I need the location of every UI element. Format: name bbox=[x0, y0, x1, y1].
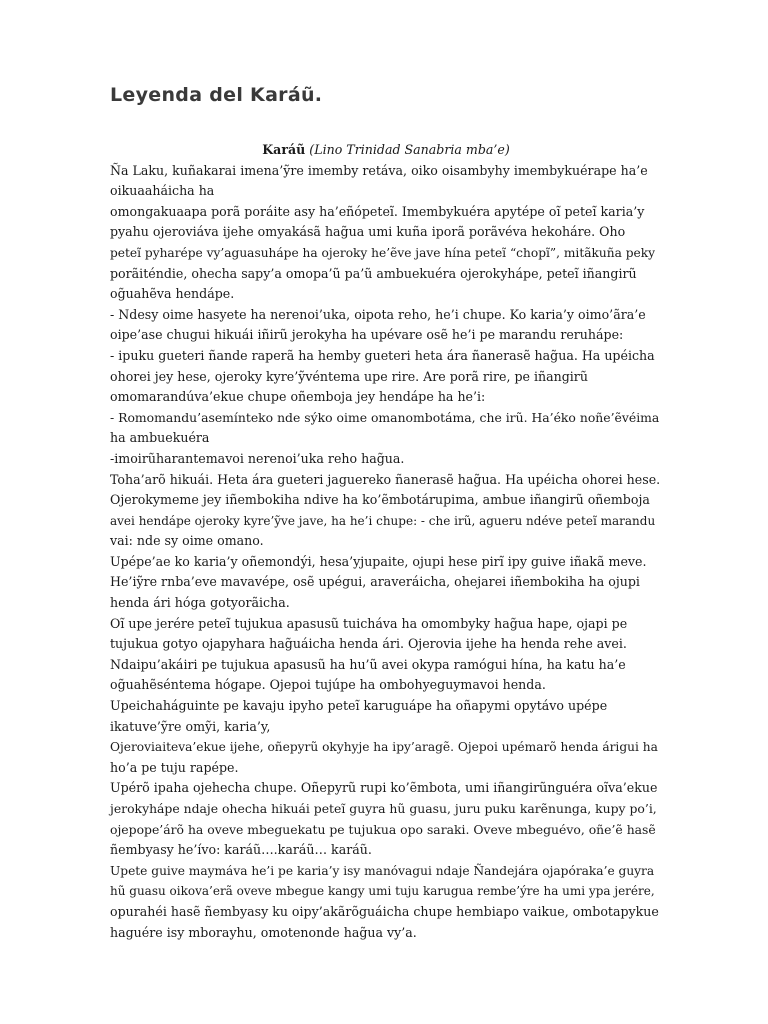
text-line: oikuaaháicha ha bbox=[110, 183, 215, 199]
story-author: (Lino Trinidad Sanabria mba’e) bbox=[309, 142, 510, 157]
text-line: - Romomandu’asemínteko nde sýko oime omanombotáma, che irũ. Ha’éko noñe’ẽvéima bbox=[110, 409, 660, 425]
text-line: Ojeroviaiteva’ekue ijehe, oñepyrũ okyhyje ha ipy’aragẽ. Ojepoi upémarõ henda árigui ha bbox=[110, 740, 658, 755]
text-line: omomarandúva’ekue chupe oñemboja jey hendápe ha he’i: bbox=[110, 389, 486, 405]
text-line: omongakuaapa porã poráite asy ha’eñópeteĩ. Imembykuéra apytépe oĩ peteĩ karia’y bbox=[110, 203, 645, 219]
text-line: Ndaipu’akáiri pe tujukua apasusũ ha hu’ũ avei okypa ramógui hína, ha katu ha’e bbox=[110, 656, 626, 672]
story-heading bbox=[110, 140, 662, 161]
text-line: peteĩ pyharépe vy’aguasuhápe ha ojeroky he’ẽve jave hína peteĩ “chopĩ”, mitãkuña peky bbox=[110, 245, 656, 260]
text-line: - Ndesy oime hasyete ha nerenoi’uka, oipota reho, he’i chupe. Ko karia’y oimo’ãra’e bbox=[110, 306, 646, 322]
text-line: Upérõ ipaha ojehecha chupe. Oñepyrũ rupi ko’ẽmbota, umi iñangirũnguéra oĩva’ekue bbox=[110, 780, 658, 796]
text-line: hũ guasu oikova’erã oveve mbegue kangy umi tuju karugua rembe’ýre ha umi ypa jerére, bbox=[110, 884, 655, 899]
text-line: Upete guive maymáva he’i pe karia’y isy manóvagui ndaje Ñandejára ojapóraka’e guyra bbox=[110, 863, 655, 878]
text-line: ikatuve’ỹre omỹi, karia’y, bbox=[110, 718, 271, 734]
page-title: Leyenda del Karáũ. bbox=[110, 84, 323, 106]
text-line: oipe’ase chugui hikuái iñirũ jerokyha ha upévare osẽ he’i pe marandu reruhápe: bbox=[110, 327, 624, 343]
text-line: He’iỹre rnba’eve mavavépe, osẽ upégui, araveráicha, ohejarei iñembokiha ha ojupi bbox=[110, 574, 640, 590]
text-line: og̃uahẽva hendápe. bbox=[110, 286, 235, 302]
text-line: pyahu ojeroviáva ijehe omyakásã hag̃ua umi kuña iporã porãvéva hekoháre. Oho bbox=[110, 224, 626, 240]
text-line: Upeichaháguinte pe kavaju ipyho peteĩ karuguápe ha oñapymi opytávo upépe bbox=[110, 698, 608, 714]
text-line: avei hendápe ojeroky kyre’ỹve jave, ha he’i chupe: - che irũ, agueru ndéve peteĩ marandu bbox=[110, 513, 656, 528]
text-line: ojepope’árõ ha oveve mbeguekatu pe tujukua opo saraki. Oveve mbeguévo, oñe’ẽ hasẽ bbox=[110, 821, 656, 837]
text-line: opurahéi hasẽ ñembyasy ku oipy’akãrõguáicha chupe hembiapo vaikue, ombotapykue bbox=[110, 903, 659, 919]
text-line: henda ári hóga gotyorãicha. bbox=[110, 595, 290, 611]
text-line: ñembyasy he’ívo: karáũ….karáũ… karáũ. bbox=[110, 842, 372, 858]
text-line: Ojerokymeme jey iñembokiha ndive ha ko’ẽmbotárupima, ambue iñangirũ oñemboja bbox=[110, 492, 650, 508]
text-line: og̃uahẽséntema hógape. Ojepoi tujúpe ha ombohyeguymavoi henda. bbox=[110, 677, 546, 693]
text-line: vai: nde sy oime omano. bbox=[110, 533, 264, 549]
text-line: - ipuku gueteri ñande raperã ha hemby gueteri heta ára ñanerasẽ hag̃ua. Ha upéicha bbox=[110, 347, 655, 363]
text-line: Oĩ upe jerére peteĩ tujukua apasusũ tuicháva ha omombyky hag̃ua hape, ojapi pe bbox=[110, 615, 628, 631]
text-line: ohorei jey hese, ojeroky kyre’ỹvéntema upe rire. Are porã rire, pe iñangirũ bbox=[110, 368, 588, 384]
text-line: Upépe’ae ko karia’y oñemondýi, hesa’yjupaite, ojupi hese pirĩ ipy guive iñakã meve. bbox=[110, 553, 647, 569]
text-line: Toha’arõ hikuái. Heta ára gueteri jaguereko ñanerasẽ hag̃ua. Ha upéicha ohorei hese. bbox=[110, 471, 661, 487]
text-line: ha ambuekuéra bbox=[110, 430, 210, 446]
text-line: jerokyhápe ndaje ohecha hikuái peteĩ guyra hũ guasu, juru puku karẽnunga, kupy po’i, bbox=[110, 801, 657, 816]
text-line: tujukua gotyo ojapyhara hag̃uáicha henda ári. Ojerovia ijehe ha henda rehe avei. bbox=[110, 636, 627, 652]
text-line: porãiténdie, ohecha sapy’a omopa’ũ pa’ũ ambuekuéra ojerokyhápe, peteĩ iñangirũ bbox=[110, 265, 637, 281]
story-title: Karáũ bbox=[262, 142, 306, 157]
document-body bbox=[110, 140, 662, 943]
text-line: Ña Laku, kuñakarai imena’ỹre imemby retáva, oiko oisambyhy imembykuérape ha’e bbox=[110, 162, 648, 178]
text-line: haguére isy mborayhu, omotenonde hag̃ua vy’a. bbox=[110, 924, 417, 940]
story-text bbox=[110, 161, 662, 944]
text-line: ho’a pe tuju rapépe. bbox=[110, 759, 239, 775]
text-line: -imoirũharantemavoi nerenoi’uka reho hag̃ua. bbox=[110, 450, 405, 466]
